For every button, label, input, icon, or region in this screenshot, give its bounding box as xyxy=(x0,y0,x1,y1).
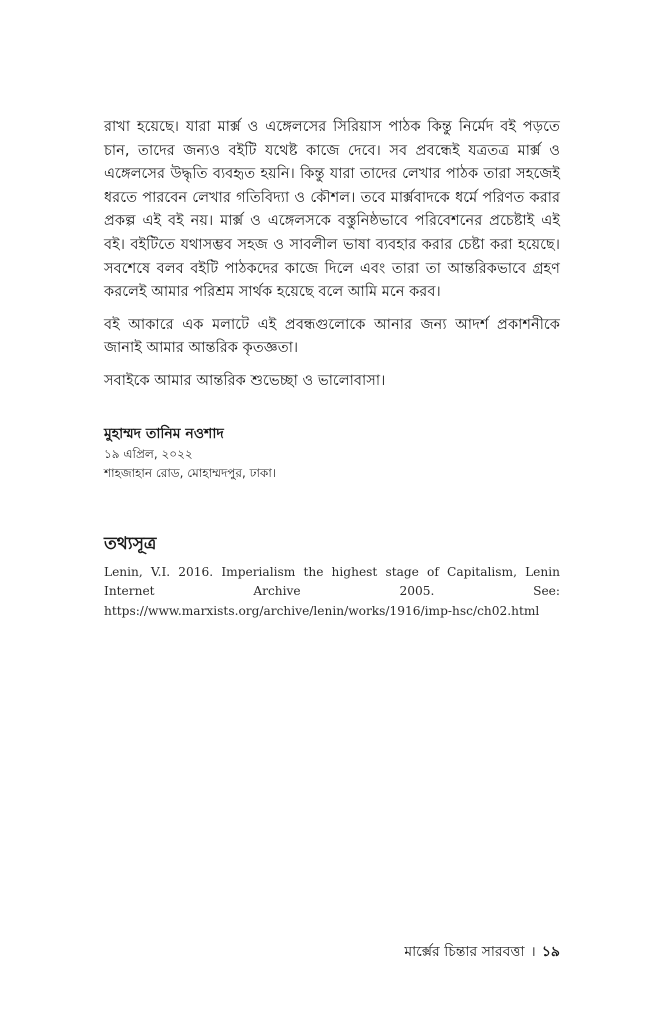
running-title: মার্ক্সের চিন্তার সারবত্তা xyxy=(404,944,525,960)
reference-item: Lenin, V.I. 2016. Imperialism the highest stage of Capitalism, Lenin Internet Archive 2005. See: https://www.marxists.org/archive/lenin/works/1916/imp-hsc/ch02.html xyxy=(104,564,560,618)
body-paragraph: রাখা হয়েছে। যারা মার্ক্স ও এঙ্গেলসের সিরিয়াস পাঠক কিন্তু নির্মেদ বই পড়তে চান, তাদের জন্যও বইটি যথেষ্ট কাজে দেবে। সব প্রবন্ধেই যত্রতত্র মার্ক্স ও এঙ্গেলসের উদ্ধৃতি ব্যবহৃত হয়নি। কিন্তু যারা তাদের লেখার পাঠক তারা সহজেই ধরতে পারবেন লেখার গতিবিদ্যা ও কৌশল। তবে মার্ক্সবাদকে ধর্মে পরিণত করার প্রকল্প এই বই নয়। মার্ক্স ও এঙ্গেলসকে বস্তুনিষ্ঠভাবে পরিবেশনের প্রচেষ্টাই এই বই। বইটিতে যথাসম্ভব সহজ ও সাবলীল ভাষা ব্যবহার করার চেষ্টা করা হয়েছে। সবশেষে বলব বইটি পাঠকদের কাজে দিলে এবং তারা তা আন্তরিকভাবে গ্রহণ করলেই আমার পরিশ্রম সার্থক হয়েছে বলে আমি মনে করব। xyxy=(104,118,560,301)
signature-address: শাহজাহান রোড, মোহাম্মদপুর, ঢাকা। xyxy=(104,465,277,480)
signature-date: ১৯ এপ্রিল, ২০২২ xyxy=(104,446,193,461)
body-paragraph: বই আকারে এক মলাটে এই প্রবন্ধগুলোকে আনার জন্য আদর্শ প্রকাশনীকে জানাই আমার আন্তরিক কৃতজ্ঞতা। xyxy=(104,315,560,357)
signature-block xyxy=(104,423,560,483)
author-name: মুহাম্মদ তানিম নওশাদ xyxy=(104,425,224,442)
footer-separator: । xyxy=(530,944,536,960)
page-number: ১৯ xyxy=(541,944,560,960)
page-body xyxy=(104,115,560,621)
references-heading: তথ্যসূত্র xyxy=(104,533,157,554)
references-section xyxy=(104,531,560,622)
page-footer xyxy=(404,942,560,962)
body-paragraph: সবাইকে আমার আন্তরিক শুভেচ্ছা ও ভালোবাসা। xyxy=(104,371,386,389)
